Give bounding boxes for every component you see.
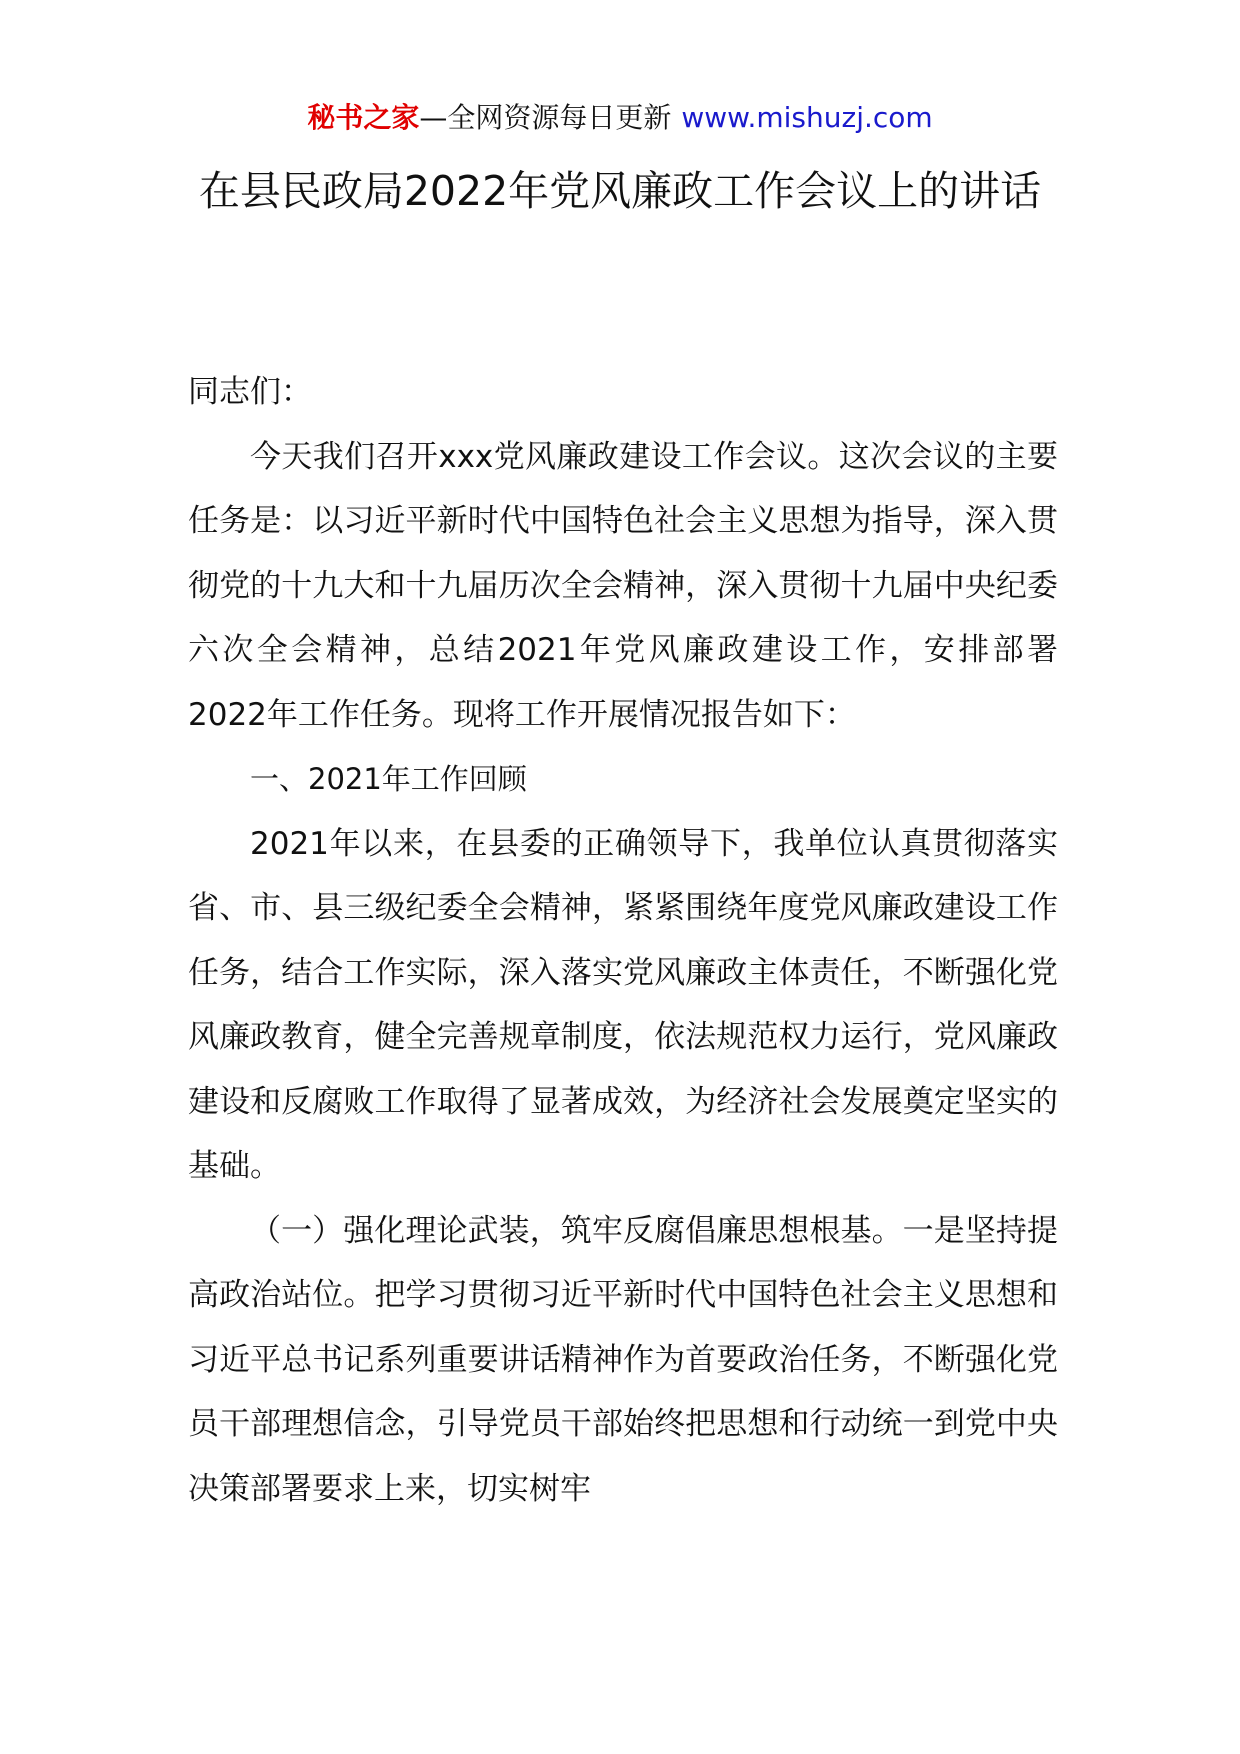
brand-name: 秘书之家 — [307, 101, 420, 134]
paragraph-item-1: （一）强化理论武装，筑牢反腐倡廉思想根基。一是坚持提高政治站位。把学习贯彻习近平新时代中国特色社会主义思想和习近平总书记系列重要讲话精神作为首要政治任务，不断强化党员干部理想信念，引导党员干部始终把思想和行动统一到党中央决策部署要求上来，切实树牢 — [188, 1212, 1058, 1507]
salutation: 同志们： — [188, 374, 312, 410]
paragraph-intro: 今天我们召开xxx党风廉政建设工作会议。这次会议的主要任务是：以习近平新时代中国特色社会主义思想为指导，深入贯彻党的十九大和十九届历次全会精神，深入贯彻十九届中央纪委六次全会精神，总结2021年党风廉政建设工作，安排部署2022年工作任务。现将工作开展情况报告如下： — [188, 438, 1058, 733]
site-url-link[interactable]: www.mishuzj.com — [681, 101, 933, 134]
document-body — [188, 360, 1058, 1521]
site-header — [0, 98, 1240, 138]
section-heading: 一、2021年工作回顾 — [250, 762, 527, 796]
paragraph-review: 2021年以来，在县委的正确领导下，我单位认真贯彻落实省、市、县三级纪委全会精神，紧紧围绕年度党风廉政建设工作任务，结合工作实际，深入落实党风廉政主体责任，不断强化党风廉政教育，健全完善规章制度，依法规范权力运行，党风廉政建设和反腐败工作取得了显著成效，为经济社会发展奠定坚实的基础。 — [188, 825, 1058, 1184]
document-title: 在县民政局2022年党风廉政工作会议上的讲话 — [198, 167, 1042, 215]
header-slogan: —全网资源每日更新 — [419, 101, 672, 134]
